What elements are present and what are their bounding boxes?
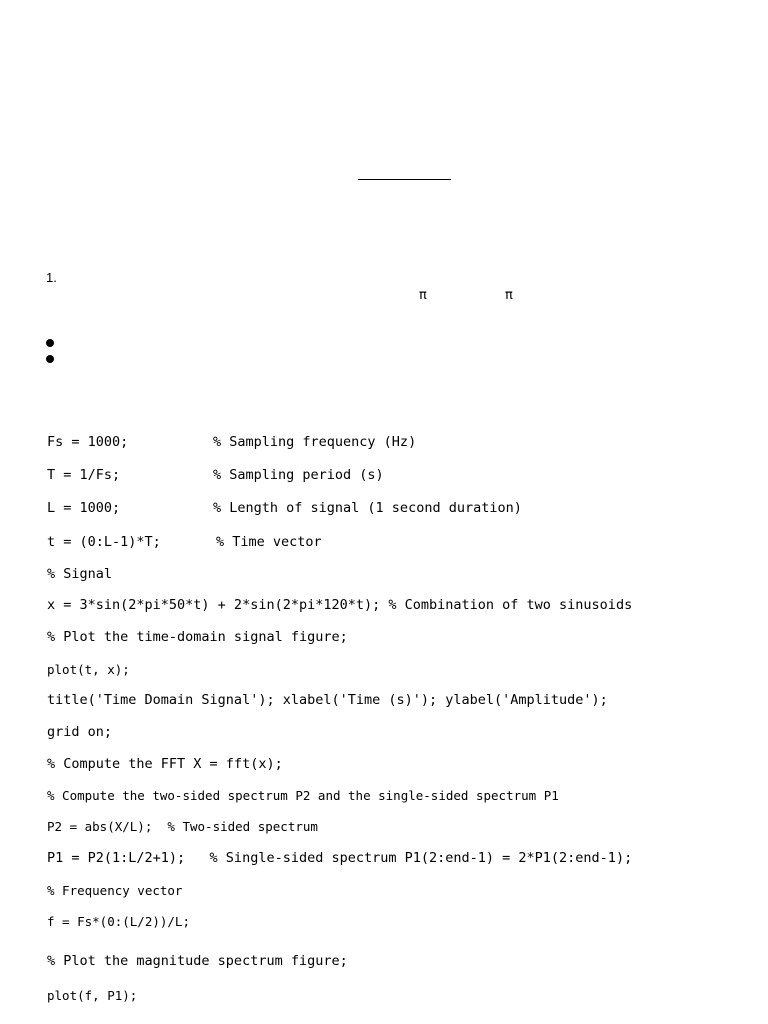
code-line: % Plot the time-domain signal figure; — [47, 629, 348, 645]
code-line: title('Time Domain Signal'); xlabel('Time (s)'); ylabel('Amplitude'); — [47, 692, 608, 708]
code-comment: % Length of signal (1 second duration) — [213, 500, 522, 516]
code-line: T = 1/Fs; — [47, 467, 121, 483]
code-line: % Signal — [47, 566, 113, 582]
code-line: plot(f, P1); — [47, 988, 138, 1003]
pi-symbol: π — [419, 288, 427, 303]
code-line: Fs = 1000; — [47, 434, 129, 450]
code-line: P2 = abs(X/L); % Two-sided spectrum — [47, 819, 318, 834]
code-line: plot(t, x); — [47, 662, 130, 677]
code-comment: % Sampling frequency (Hz) — [213, 434, 417, 450]
bullet-icon — [46, 339, 54, 347]
code-line: t = (0:L-1)*T; — [47, 534, 161, 550]
title-underline-rule — [358, 179, 451, 180]
code-line: L = 1000; — [47, 500, 121, 516]
list-number: 1. — [46, 270, 57, 285]
code-comment: % Time vector — [216, 534, 322, 550]
code-line: x = 3*sin(2*pi*50*t) + 2*sin(2*pi*120*t); % Combination of two sinusoids — [47, 597, 633, 613]
code-line: grid on; — [47, 724, 113, 740]
code-line: f = Fs*(0:(L/2))/L; — [47, 914, 190, 929]
code-line: % Compute the two-sided spectrum P2 and the single-sided spectrum P1 — [47, 788, 559, 803]
pi-symbol: π — [505, 288, 513, 303]
bullet-icon — [46, 355, 54, 363]
code-line: P1 = P2(1:L/2+1); % Single-sided spectrum P1(2:end-1) = 2*P1(2:end-1); — [47, 850, 633, 866]
code-line: % Plot the magnitude spectrum figure; — [47, 953, 348, 969]
code-comment: % Sampling period (s) — [213, 467, 384, 483]
code-line: % Frequency vector — [47, 883, 183, 898]
code-line: % Compute the FFT X = fft(x); — [47, 756, 283, 772]
